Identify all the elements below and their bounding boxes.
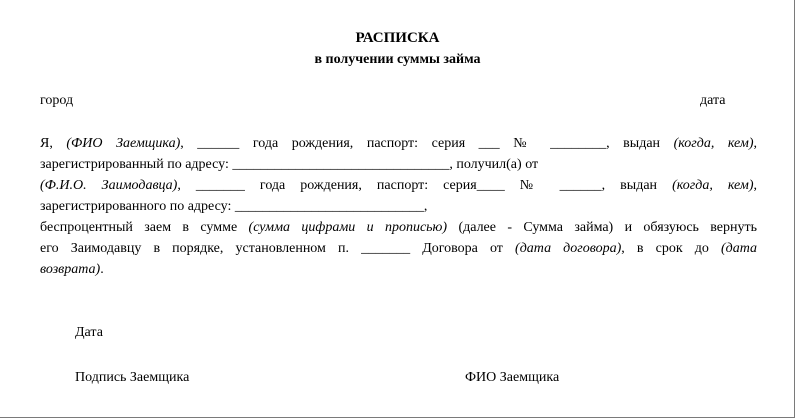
city-label: город: [40, 93, 74, 108]
placeholder-return-date-end: возврата): [40, 262, 101, 277]
text-fragment: (далее - Сумма займа) и обязуюсь вернуть: [458, 220, 758, 235]
text-fragment: , ______ года рождения, паспорт: серия ___ № ________, выдан: [180, 136, 661, 151]
placeholder-issued-by: (когда, кем): [672, 178, 754, 193]
body-line-4: зарегистрированного по адресу: ___________________________,: [40, 199, 428, 214]
body-line-5: [40, 217, 757, 238]
document-title: РАСПИСКА: [355, 30, 440, 46]
date-label: дата: [700, 93, 726, 108]
body-line-3: [40, 175, 757, 196]
text-fragment: , в срок до: [621, 241, 709, 256]
text-fragment: ,: [753, 178, 758, 193]
body-line-7: [40, 259, 757, 280]
text-fragment: ,: [753, 136, 758, 151]
text-fragment: его Заимодавцу в порядке, установленном п. _______ Договора от: [40, 241, 503, 256]
borrower-signature-label: Подпись Заемщика: [75, 370, 190, 385]
borrower-name-label: ФИО Заемщика: [465, 370, 560, 385]
placeholder-amount: (сумма цифрами и прописью): [248, 220, 448, 235]
body-line-2: зарегистрированный по адресу: _______________________________, получил(а) от: [40, 157, 539, 172]
text-fragment: .: [100, 262, 104, 277]
text-fragment: , _______ года рождения, паспорт: серия____ № ______, выдан: [177, 178, 658, 193]
document-subtitle: в получении суммы займа: [314, 52, 481, 67]
placeholder-borrower-name: (ФИО Заемщика): [66, 136, 181, 151]
placeholder-return-date: (дата: [720, 241, 757, 256]
receipt-body: [40, 133, 757, 280]
body-line-6: [40, 238, 757, 259]
text-fragment: Я,: [40, 136, 53, 151]
placeholder-contract-date: (дата договора): [515, 241, 622, 256]
signature-date-label: Дата: [75, 325, 103, 340]
placeholder-issued-by: (когда, кем): [673, 136, 754, 151]
placeholder-lender-name: (Ф.И.О. Заимодавца): [40, 178, 178, 193]
text-fragment: беспроцентный заем в сумме: [40, 220, 238, 235]
body-line-1: [40, 133, 757, 154]
